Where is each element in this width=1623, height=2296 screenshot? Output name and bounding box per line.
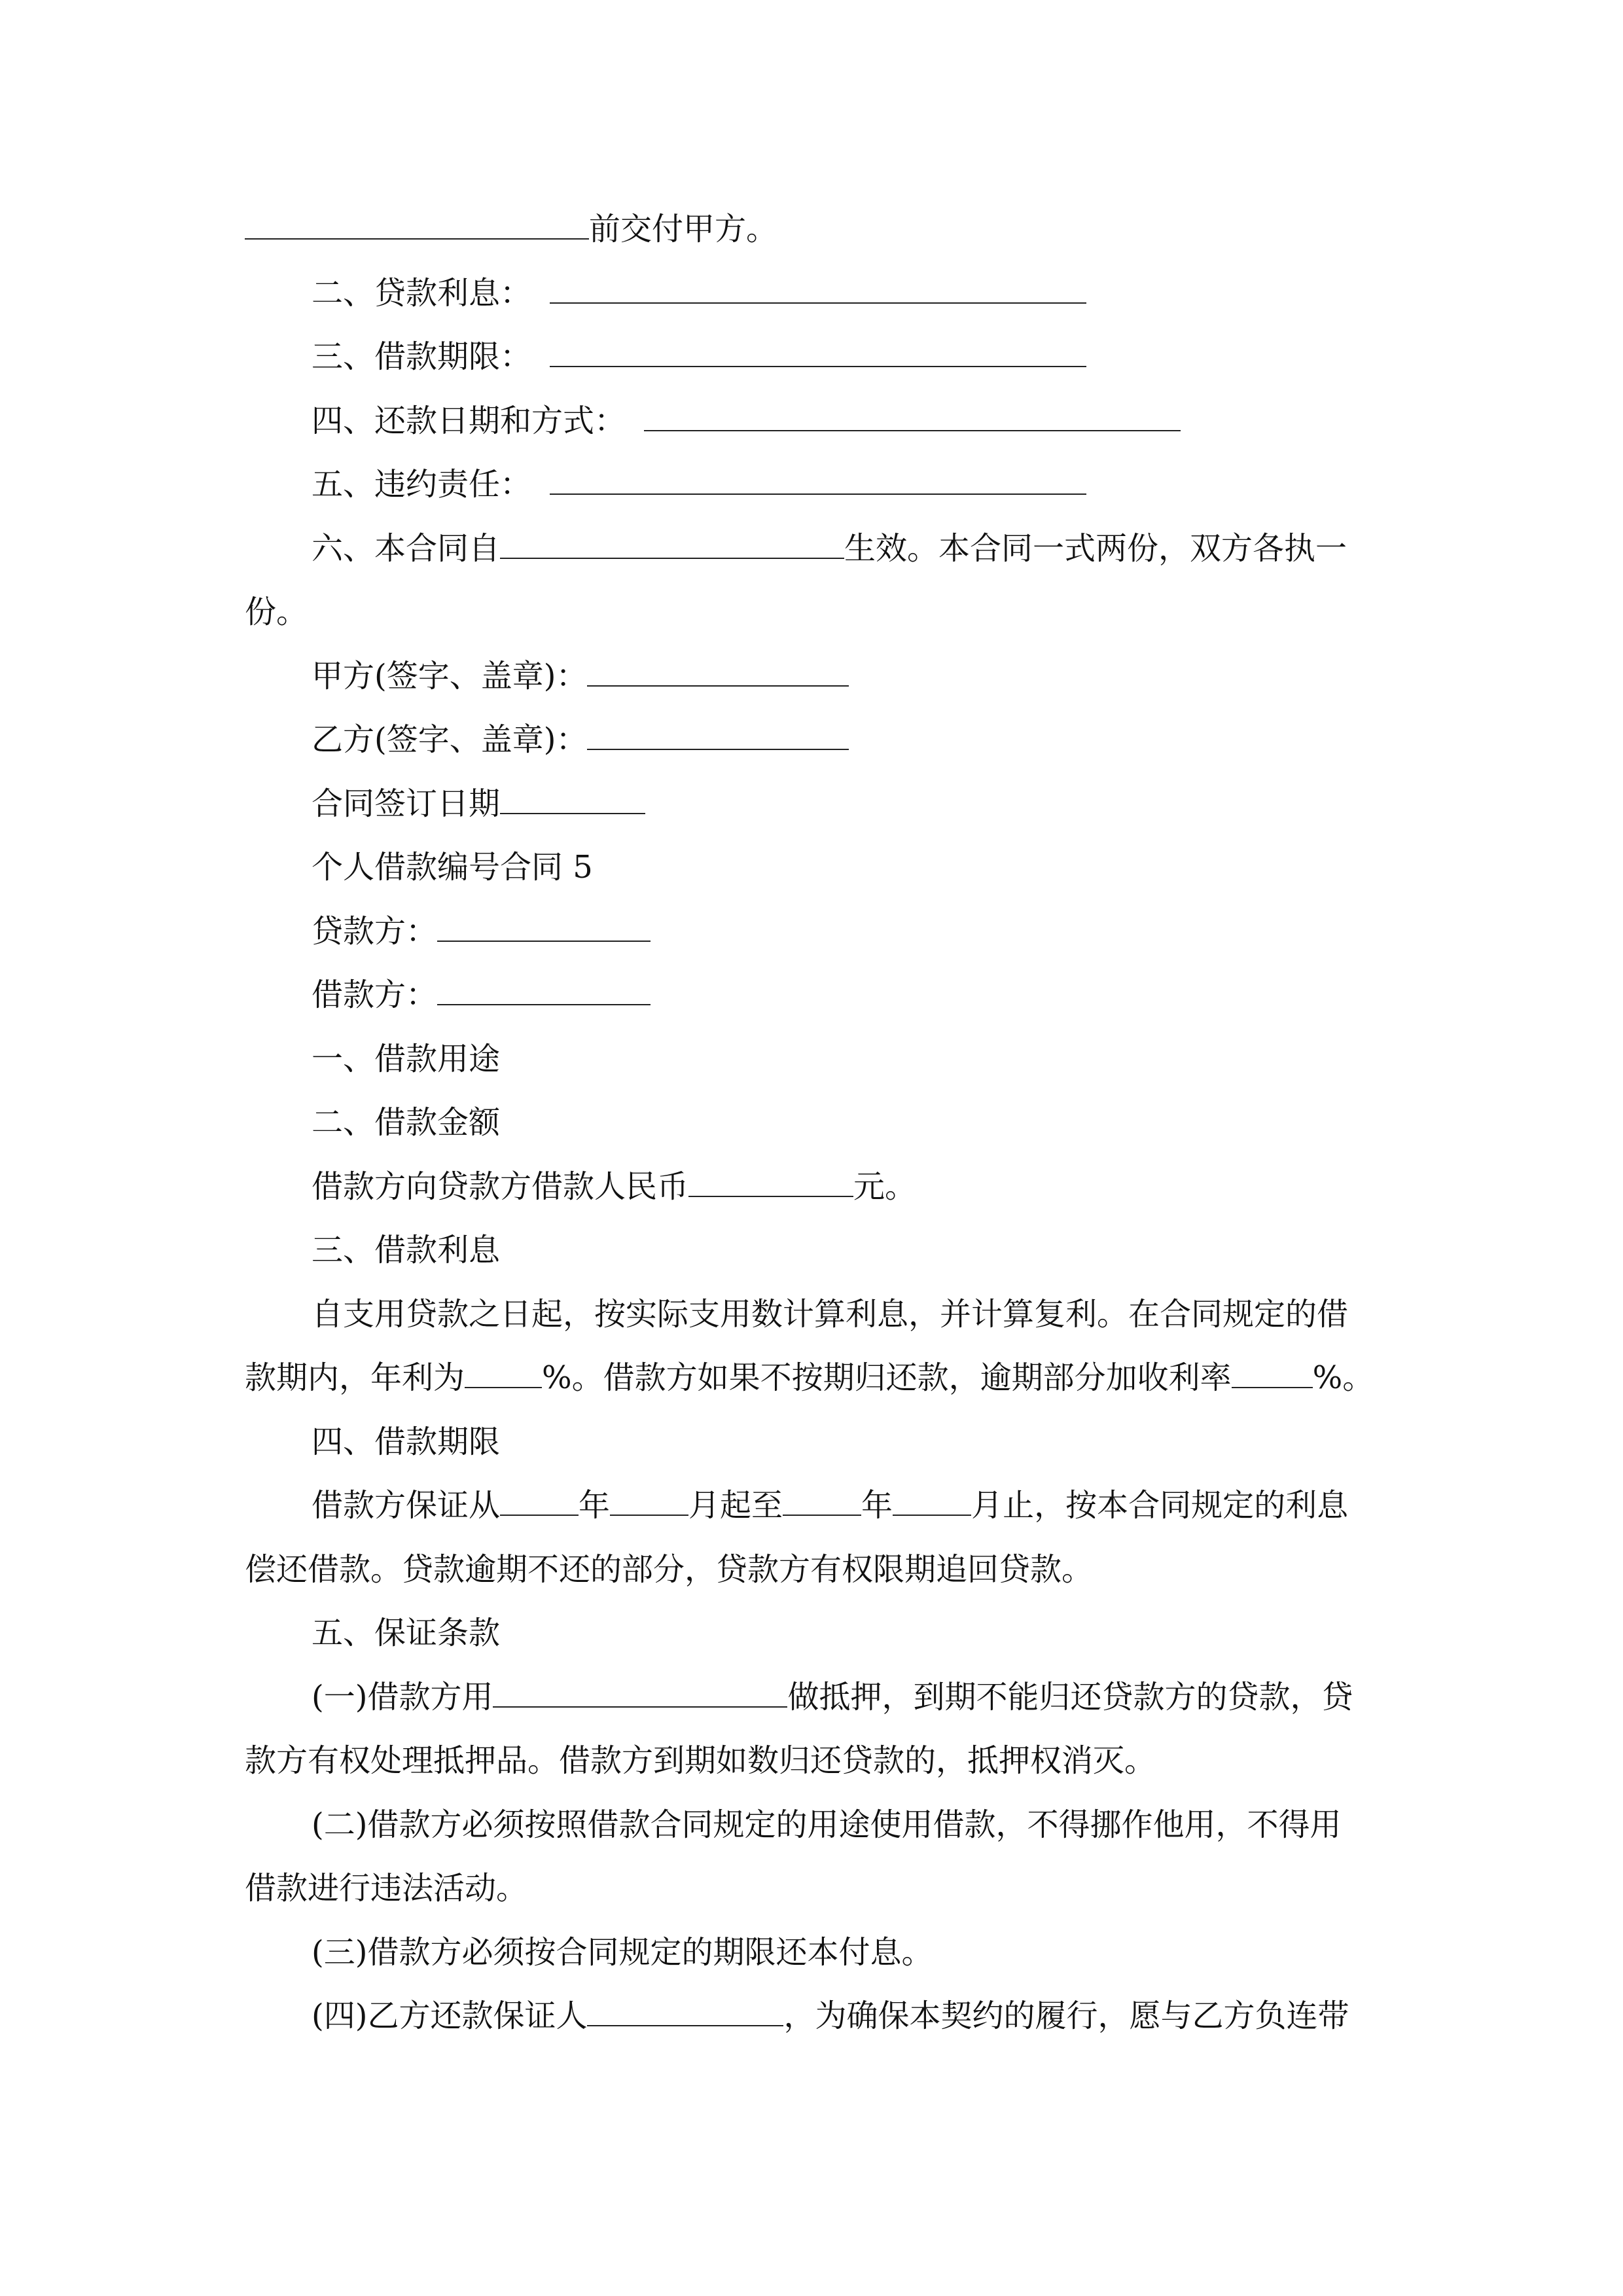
sign-date-label: 合同签订日期 [312,785,501,822]
guarantee-4-text-a: (四)乙方还款保证人 [312,1998,588,2034]
guarantor-field[interactable] [587,1996,783,2026]
loan-term-label: 三、借款期限： [312,338,532,375]
amount-text-a: 借款方向贷款方借款人民币 [312,1168,689,1205]
borrower-label: 借款方： [312,977,438,1013]
line-term-2 [245,1550,1093,1589]
section-heading: 四、借款期限 [312,1424,501,1460]
repayment-label: 四、还款日期和方式： [312,403,626,439]
blank-field[interactable] [500,529,844,559]
party-b-label: 乙方(签字、盖章)： [312,721,588,758]
guarantee-1-text-a: (一)借款方用 [312,1679,493,1715]
contract-title: 个人借款编号合同 5 [312,849,593,886]
overdue-rate-field[interactable] [1232,1358,1313,1388]
party-b-signature-field[interactable] [587,720,849,750]
line-interest-2 [245,1358,1374,1397]
line-amount [312,1167,916,1206]
line-loan-interest [312,274,1086,313]
start-month-field[interactable] [610,1486,688,1516]
line-guarantee-2b [245,1869,527,1908]
interest-text-b: %。借款方如果不按期归还款，逾期部分加收利率 [542,1359,1232,1396]
section-heading: 三、借款利息 [312,1232,501,1268]
term-text-2: 偿还借款。贷款逾期不还的部分，贷款方有权限期追回贷款。 [245,1551,1094,1588]
interest-text-a: 款期内，年利为 [245,1359,465,1396]
section-guarantee [312,1613,500,1653]
contract-5-title [312,848,593,887]
blank-field[interactable] [245,209,589,240]
line-interest-1 [312,1295,1348,1334]
amount-field[interactable] [688,1167,853,1197]
line-guarantee-1b [245,1741,1156,1780]
line-party-a [312,656,849,696]
section-amount [312,1103,500,1142]
line-lender [312,912,651,951]
effective-text-a: 六、本合同自 [312,530,501,567]
blank-field[interactable] [550,337,1086,367]
lender-label: 贷款方： [312,913,438,950]
term-month-1: 月起至 [688,1487,783,1524]
annual-rate-field[interactable] [465,1358,542,1388]
guarantee-1-text-2: 款方有权处理抵押品。借款方到期如数归还贷款的，抵押权消灭。 [245,1742,1156,1779]
party-a-label: 甲方(签字、盖章)： [312,658,588,694]
end-month-field[interactable] [893,1486,971,1516]
start-year-field[interactable] [500,1486,579,1516]
deliver-text: 前交付甲方。 [589,211,778,247]
guarantee-1-text-b: 做抵押，到期不能归还贷款方的贷款，贷 [787,1679,1353,1715]
term-month-2: 月止，按本合同规定的利息 [971,1487,1349,1524]
guarantee-2-text-1: (二)借款方必须按照借款合同规定的用途使用借款，不得挪作他用，不得用 [312,1806,1342,1843]
line-party-b [312,720,849,759]
lender-field[interactable] [437,912,651,942]
term-year-1: 年 [579,1487,611,1524]
line-liability [312,465,1086,504]
term-text-a: 借款方保证从 [312,1487,501,1524]
borrower-field[interactable] [437,975,651,1005]
loan-interest-label: 二、贷款利息： [312,275,532,312]
line-guarantee-1 [312,1677,1353,1717]
section-heading: 五、保证条款 [312,1615,501,1651]
amount-text-b: 元。 [853,1168,917,1205]
section-heading: 一、借款用途 [312,1041,501,1077]
section-heading: 二、借款金额 [312,1104,501,1141]
section-purpose [312,1039,500,1079]
sign-date-field[interactable] [500,784,645,814]
guarantee-4-text-b: ，为确保本契约的履行，愿与乙方负连带 [783,1998,1349,2034]
line-repayment [312,401,1181,440]
end-year-field[interactable] [783,1486,861,1516]
interest-text: 自支用贷款之日起，按实际支用数计算利息，并计算复利。在合同规定的借 [312,1296,1349,1333]
line-guarantee-2 [312,1805,1341,1844]
line-copies [245,592,308,632]
line-deliver [245,209,777,249]
blank-field[interactable] [644,401,1181,431]
line-term-1 [312,1486,1348,1525]
party-a-signature-field[interactable] [587,656,849,687]
guarantee-2-text-2: 借款进行违法活动。 [245,1870,528,1907]
line-effective [312,529,1347,568]
copies-text: 份。 [245,594,308,630]
guarantee-3-text: (三)借款方必须按合同规定的期限还本付息。 [312,1934,933,1971]
blank-field[interactable] [550,465,1086,495]
section-interest [312,1230,500,1270]
liability-label: 五、违约责任： [312,466,532,503]
interest-text-c: %。 [1312,1359,1374,1396]
line-borrower [312,975,651,1014]
line-loan-term [312,337,1086,376]
line-guarantee-4 [312,1996,1349,2036]
line-guarantee-3 [312,1933,933,1972]
collateral-field[interactable] [493,1677,787,1708]
blank-field[interactable] [550,274,1086,304]
section-term [312,1422,500,1462]
line-sign-date [312,784,645,823]
term-year-2: 年 [861,1487,893,1524]
effective-text-b: 生效。本合同一式两份，双方各执一 [844,530,1347,567]
